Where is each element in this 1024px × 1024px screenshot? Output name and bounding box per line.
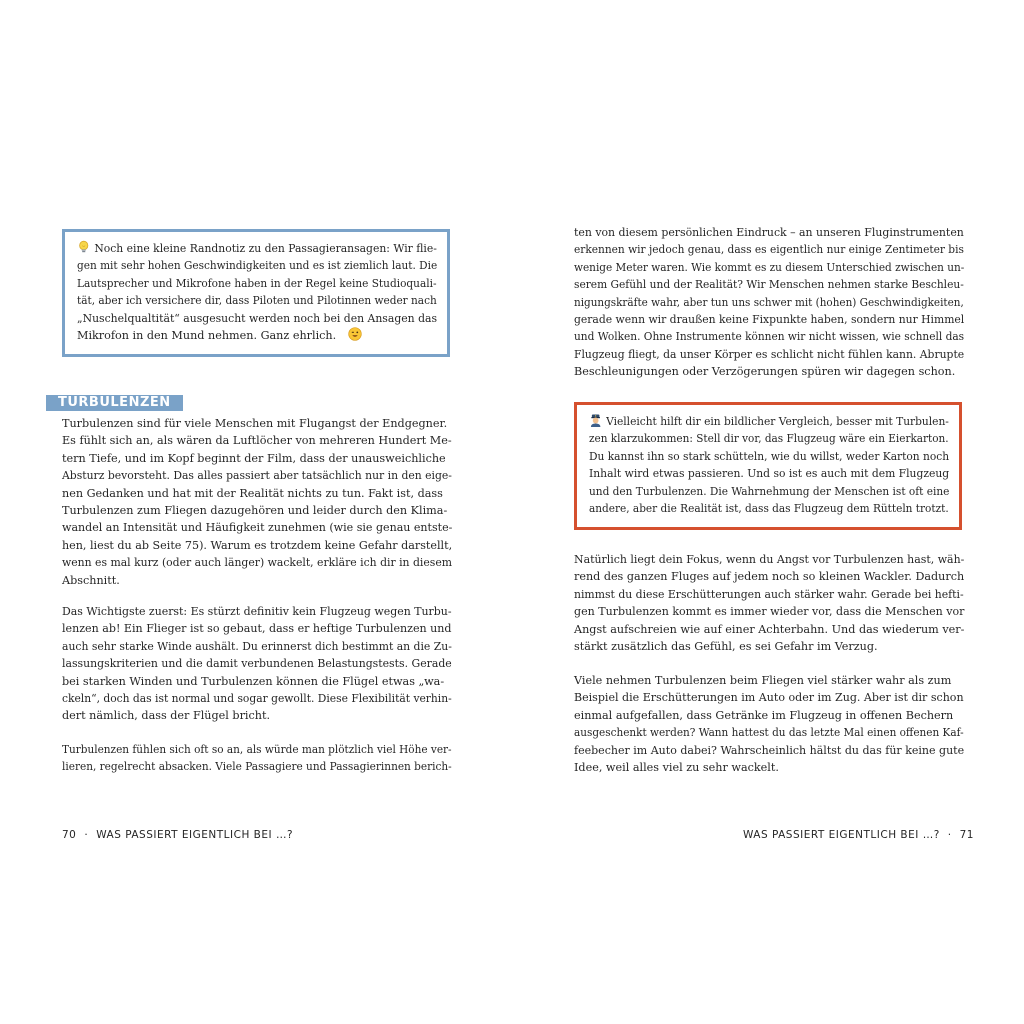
pilot-tip-line: Inhalt wird etwas passieren. Und so ist es auch mit dem Flugzeug: [589, 467, 950, 481]
footer-separator: ·: [84, 829, 89, 841]
pilot-tip-line: und den Turbulenzen. Die Wahrnehmung der Menschen ist oft eine: [589, 484, 950, 498]
text-line: ausgeschenkt werden? Wann hattest du das letzte Mal einen offenen Kaf-: [574, 726, 964, 740]
tip-line: „Nuschelqualtität“ ausgesucht werden noch bei den Ansagen das: [77, 311, 438, 325]
text-line: Viele nehmen Turbulenzen beim Fliegen viel stärker wahr als zum: [574, 674, 952, 687]
text-line: lenzen ab! Ein Flieger ist so gebaut, dass er heftige Turbulenzen und: [62, 622, 452, 636]
lightbulb-icon: [77, 240, 90, 254]
text-line: tern Tiefe, und im Kopf beginnt der Film, dass der unausweichliche: [62, 451, 446, 465]
text-line: Natürlich liegt dein Fokus, wenn du Angst vor Turbulenzen hast, wäh-: [574, 553, 965, 566]
pilot-box-text: [589, 413, 949, 517]
text-line: bei starken Winden und Turbulenzen können die Flügel etwas „wa-: [62, 674, 445, 688]
tip-box-text: [77, 240, 437, 344]
pilot-icon: [589, 413, 602, 427]
tip-line: Lautsprecher und Mikrofone haben in der Regel keine Studioquali-: [77, 276, 437, 290]
tip-line: tät, aber ich versichere dir, dass Piloten und Pilotinnen weder nach: [77, 294, 437, 308]
text-line: Beispiel die Erschütterungen im Auto oder im Zug. Aber ist dir schon: [574, 691, 964, 705]
left-footer: [62, 829, 293, 841]
text-line: Turbulenzen fühlen sich oft so an, als würde man plötzlich viel Höhe ver-: [62, 743, 452, 756]
section-heading: TURBULENZEN: [58, 395, 171, 410]
text-line: auch sehr starke Winde aushält. Du erinnerst dich bestimmt an die Zu-: [62, 639, 452, 653]
text-line: und Wolken. Ohne Instrumente können wir nicht wissen, wie schnell das: [574, 330, 965, 344]
text-line: ckeln“, doch das ist normal und sogar gewollt. Diese Flexibilität verhin-: [62, 692, 452, 706]
text-line: nigungskräfte wahr, aber tun uns schwer mit (hohen) Geschwindigkeiten,: [574, 295, 964, 309]
left-paragraph-1: [62, 415, 452, 589]
footer-separator: ·: [947, 829, 952, 841]
running-title: WAS PASSIERT EIGENTLICH BEI …?: [742, 829, 940, 841]
text-line: feebecher im Auto dabei? Wahrscheinlich hältst du das für keine gute: [574, 743, 965, 757]
right-footer: [743, 829, 974, 841]
text-line: Absturz bevorsteht. Das alles passiert aber tatsächlich nur in den eige-: [62, 469, 452, 483]
running-title: WAS PASSIERT EIGENTLICH BEI …?: [96, 829, 294, 841]
right-page: [512, 0, 1024, 1024]
page-number: 70: [62, 829, 77, 841]
winking-face-icon: [348, 327, 362, 341]
text-line: gen Turbulenzen kommt es immer wieder vor, dass die Menschen vor: [574, 605, 965, 619]
tip-box: [62, 229, 450, 357]
right-paragraph-1: [574, 224, 964, 381]
tip-line: Noch eine kleine Randnotiz zu den Passagieransagen: Wir flie-: [94, 242, 437, 255]
text-line: Turbulenzen sind für viele Menschen mit Flugangst der Endgegner.: [62, 417, 448, 430]
text-line: Abschnitt.: [62, 573, 120, 587]
text-line: dert nämlich, dass der Flügel bricht.: [62, 709, 271, 723]
text-line: wandel an Intensität und Häufigkeit zunehmen (wie sie genau entste-: [62, 521, 453, 535]
text-line: hen, liest du ab Seite 75). Warum es trotzdem keine Gefahr darstellt,: [62, 538, 453, 552]
text-line: Das Wichtigste zuerst: Es stürzt definitiv kein Flugzeug wegen Turbu-: [62, 605, 452, 618]
pilot-tip-line: Du kannst ihn so stark schütteln, wie du willst, weder Karton noch: [589, 449, 950, 463]
text-line: Idee, weil alles viel zu sehr wackelt.: [574, 761, 779, 775]
text-line: Beschleunigungen oder Verzögerungen spüren wir dagegen schon.: [574, 365, 956, 379]
text-line: lassungskriterien und die damit verbundenen Belastungstests. Gerade: [62, 657, 452, 671]
text-line: rend des ganzen Fluges auf jedem noch so kleinen Wackler. Dadurch: [574, 570, 965, 584]
left-paragraph-2: [62, 603, 452, 725]
text-line: serem Gefühl und der Realität? Wir Menschen nehmen starke Beschleu-: [574, 278, 964, 292]
text-line: erkennen wir jedoch genau, dass es eigentlich nur einige Zentimeter bis: [574, 243, 964, 257]
tip-line: gen mit sehr hohen Geschwindigkeiten und es ist ziemlich laut. Die: [77, 259, 438, 273]
right-paragraph-3: [574, 672, 964, 776]
text-line: Angst aufschreien wie auf einer Achterbahn. Und das wiederum ver-: [574, 622, 965, 636]
text-line: ten von diesem persönlichen Eindruck – an unseren Fluginstrumenten: [574, 226, 964, 239]
text-line: Es fühlt sich an, als wären da Luftlöcher von mehreren Hundert Me-: [62, 434, 452, 448]
pilot-tip-line: zen klarzukommen: Stell dir vor, das Flugzeug wäre ein Eierkarton.: [589, 432, 949, 446]
text-line: einmal aufgefallen, dass Getränke im Flugzeug in offenen Bechern: [574, 708, 954, 722]
left-paragraph-3: [62, 741, 452, 776]
text-line: gerade wenn wir draußen keine Fixpunkte haben, sondern nur Himmel: [574, 313, 965, 327]
text-line: wenn es mal kurz (oder auch länger) wackelt, erkläre ich dir in diesem: [62, 556, 452, 570]
text-line: stärkt zusätzlich das Gefühl, es sei Gefahr im Verzug.: [574, 640, 878, 654]
tip-line: Mikrofon in den Mund nehmen. Ganz ehrlich.: [77, 329, 337, 343]
text-line: Flugzeug fliegt, da unser Körper es schlicht nicht fühlen kann. Abrupte: [574, 347, 965, 361]
text-line: lieren, regelrecht absacken. Viele Passagiere und Passagierinnen berich-: [62, 760, 452, 774]
pilot-tip-line: andere, aber die Realität ist, dass das Flugzeug dem Rütteln trotzt.: [589, 502, 949, 516]
page-number: 71: [959, 829, 974, 841]
right-paragraph-2: [574, 551, 964, 655]
pilot-box: [574, 402, 962, 530]
text-line: nimmst du diese Erschütterungen auch stärker wahr. Gerade bei hefti-: [574, 587, 964, 601]
text-line: Turbulenzen zum Fliegen dazugehören und leider durch den Klima-: [62, 504, 448, 518]
text-line: wenige Meter waren. Wie kommt es zu diesem Unterschied zwischen un-: [574, 260, 965, 274]
text-line: nen Gedanken und hat mit der Realität nichts zu tun. Fakt ist, dass: [62, 486, 443, 500]
pilot-tip-line: Vielleicht hilft dir ein bildlicher Vergleich, besser mit Turbulen-: [606, 415, 949, 428]
